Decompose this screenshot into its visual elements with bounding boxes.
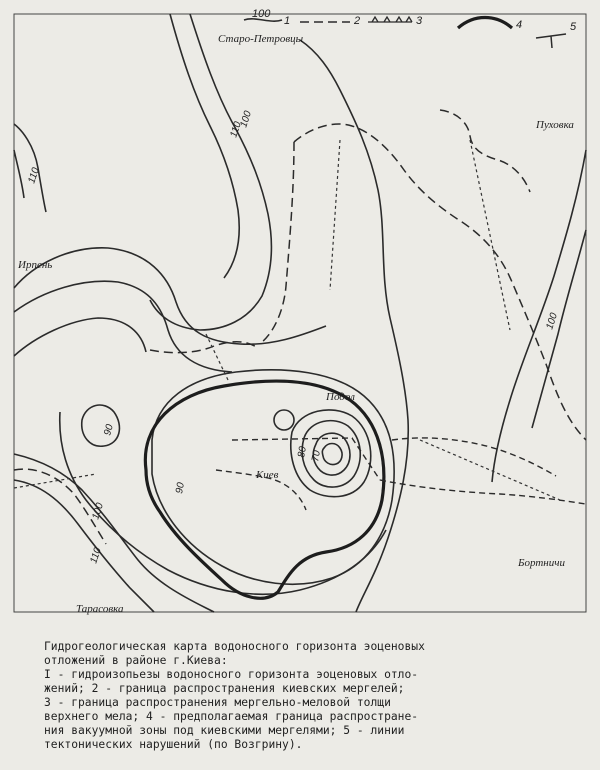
place-staro-petrovtsy: Старо-Петровцы <box>218 33 304 45</box>
place-podol: Подол <box>326 391 355 403</box>
marl-boundary-pukhovka <box>440 110 530 192</box>
legend-label-100: 100 <box>252 8 271 20</box>
isoline-central-east <box>300 40 408 612</box>
map-frame <box>14 14 586 612</box>
small-closed-contour <box>274 410 294 430</box>
chalk-boundary <box>232 438 586 504</box>
place-kiev: Киев <box>256 469 279 481</box>
caption-line: жений; 2 - граница распространения киевских мергелей; <box>44 682 405 695</box>
legend-label-5: 5 <box>570 21 577 33</box>
legend-fault-symbol <box>536 34 566 48</box>
isoline-110-sw <box>14 454 214 612</box>
isoline-label-90-w: 90 <box>102 423 116 437</box>
isoline-label-110-nw: 110 <box>26 166 42 185</box>
fault-line-e <box>420 440 560 500</box>
marl-boundary-north <box>262 142 294 342</box>
caption-line: верхнего мела; 4 - предполагаемая граница распростране- <box>44 710 419 723</box>
place-bortnichi: Бортничи <box>518 557 565 569</box>
isoline-inner-2 <box>322 444 342 465</box>
legend-label-3: 3 <box>416 15 423 27</box>
isoline-label-80: 80 <box>296 445 309 459</box>
isoline-label-100-n: 100 <box>238 109 255 129</box>
isoline-w-lower <box>14 318 146 356</box>
caption-line: отложений в районе г.Киева: <box>44 654 228 667</box>
isoline-100-e <box>492 150 586 482</box>
isoline-label-100-e: 100 <box>544 311 561 331</box>
place-pukhovka: Пуховка <box>536 119 574 131</box>
legend-label-1: 1 <box>284 15 291 27</box>
figure-caption <box>44 640 564 752</box>
caption-line: тектонических нарушений (по Возгрину). <box>44 738 303 751</box>
isoline-label-110-n: 110 <box>228 120 244 139</box>
isoline-w-upper <box>14 248 326 344</box>
legend-toothed-symbol <box>368 17 412 22</box>
legend-label-4: 4 <box>516 19 523 31</box>
isoline-w-middle <box>14 281 232 372</box>
isoline-label-110-sw: 110 <box>88 546 104 565</box>
isoline-nw-inner <box>14 150 24 198</box>
caption-line: ния вакуумной зоны под киевскими мергелями; 5 - линии <box>44 724 405 737</box>
isoline-label-100-sw: 100 <box>90 501 107 521</box>
fault-line-w <box>14 474 96 488</box>
caption-line: Гидрогеологическая карта водоносного горизонта эоценовых <box>44 640 425 653</box>
chalk-boundary-east <box>392 438 556 476</box>
isoline-label-70: 70 <box>310 449 323 463</box>
fault-line-n <box>330 140 340 290</box>
caption-line: I - гидроизопьезы водоносного горизонта эоценовых отло- <box>44 668 419 681</box>
fault-line-ne <box>470 140 510 330</box>
place-irpen: Ирпень <box>18 259 53 271</box>
isoline-label-90-c: 90 <box>174 481 187 495</box>
legend-label-2: 2 <box>354 15 361 27</box>
place-tarasovka: Тарасовка <box>76 603 124 615</box>
legend-thick-symbol <box>458 18 512 29</box>
isoline-110-n <box>170 14 239 278</box>
caption-line: 3 - граница распространения мергельно-меловой толщи <box>44 696 391 709</box>
